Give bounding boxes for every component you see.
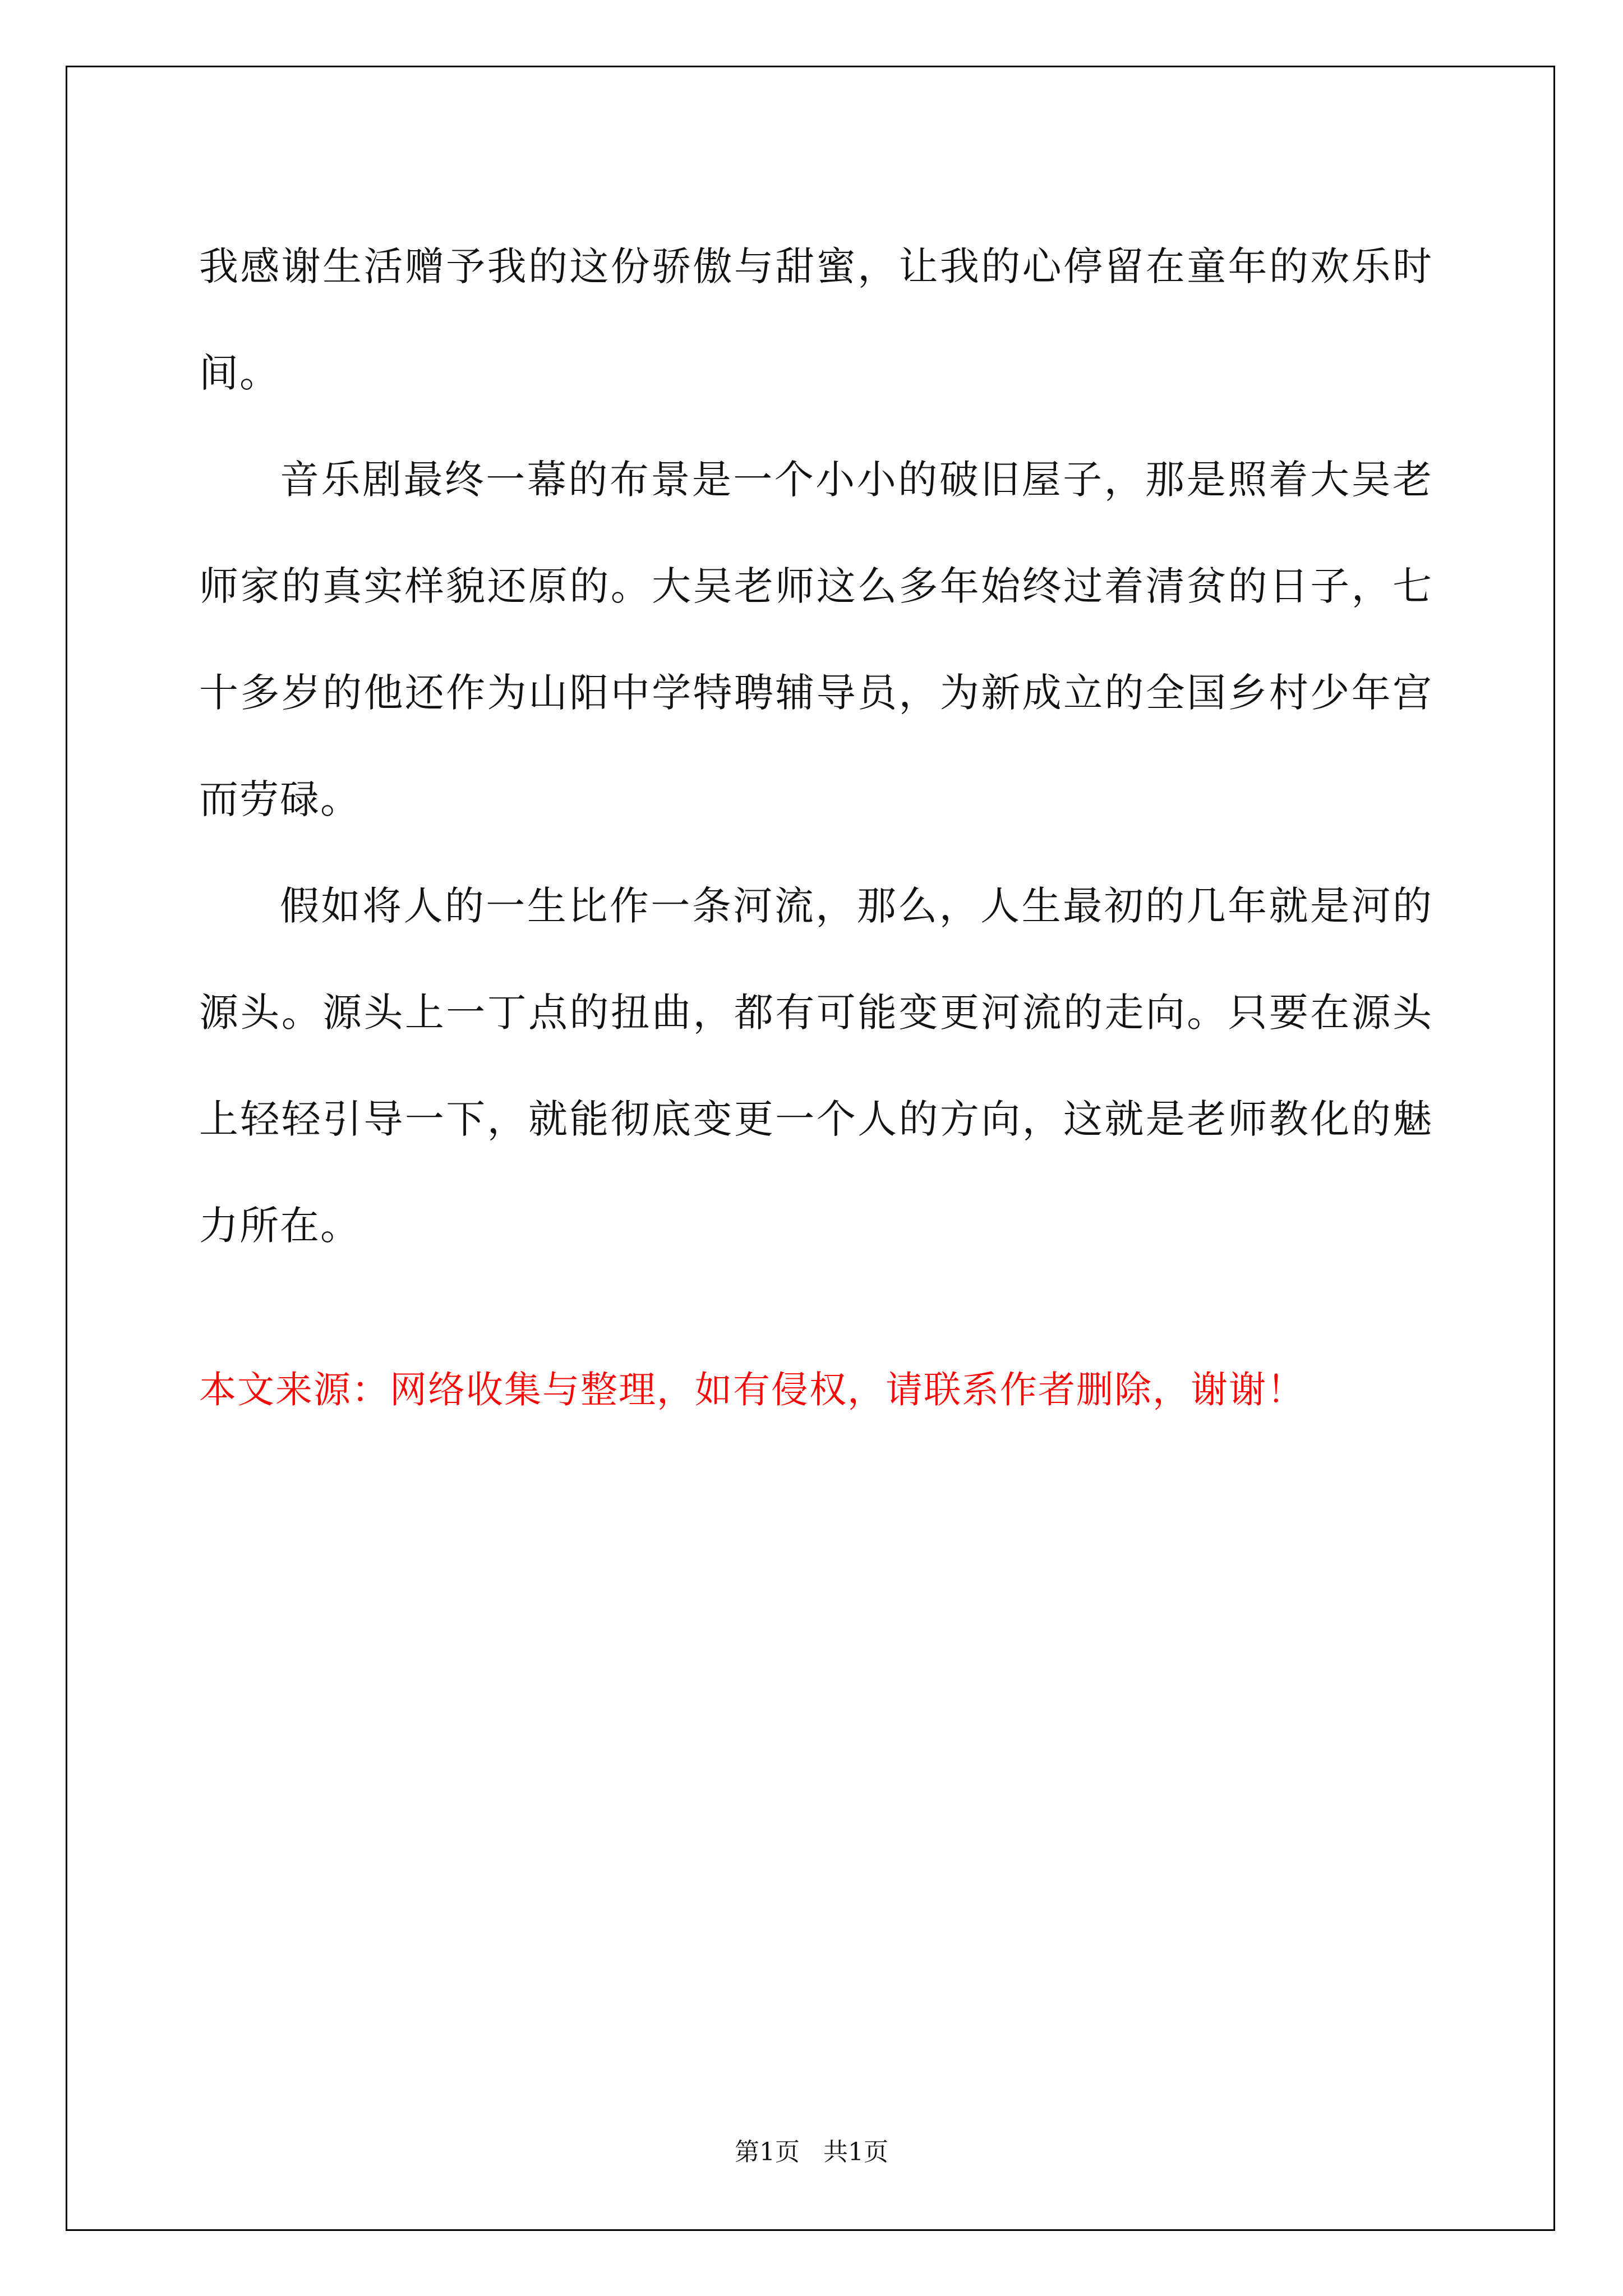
paragraph-2: 音乐剧最终一幕的布景是一个小小的破旧屋子，那是照着大吴老师家的真实样貌还原的。大吴老师这么多年始终过着清贫的日子，七十多岁的他还作为山阳中学特聘辅导员，为新成立的全国乡村少年宫而劳碌。 bbox=[199, 457, 1433, 822]
paragraph-1: 我感谢生活赠予我的这份骄傲与甜蜜，让我的心停留在童年的欢乐时间。 bbox=[199, 243, 1433, 396]
paragraph-3: 假如将人的一生比作一条河流，那么，人生最初的几年就是河的源头。源头上一丁点的扭曲，都有可能变更河流的走向。只要在源头上轻轻引导一下，就能彻底变更一个人的方向，这就是老师教化的魅力所在。 bbox=[199, 883, 1433, 1249]
page-footer: 第1页 共1页 bbox=[735, 2138, 888, 2166]
document-body bbox=[199, 213, 1433, 1418]
source-note: 本文来源：网络收集与整理，如有侵权，请联系作者删除，谢谢！ bbox=[199, 1368, 1305, 1411]
